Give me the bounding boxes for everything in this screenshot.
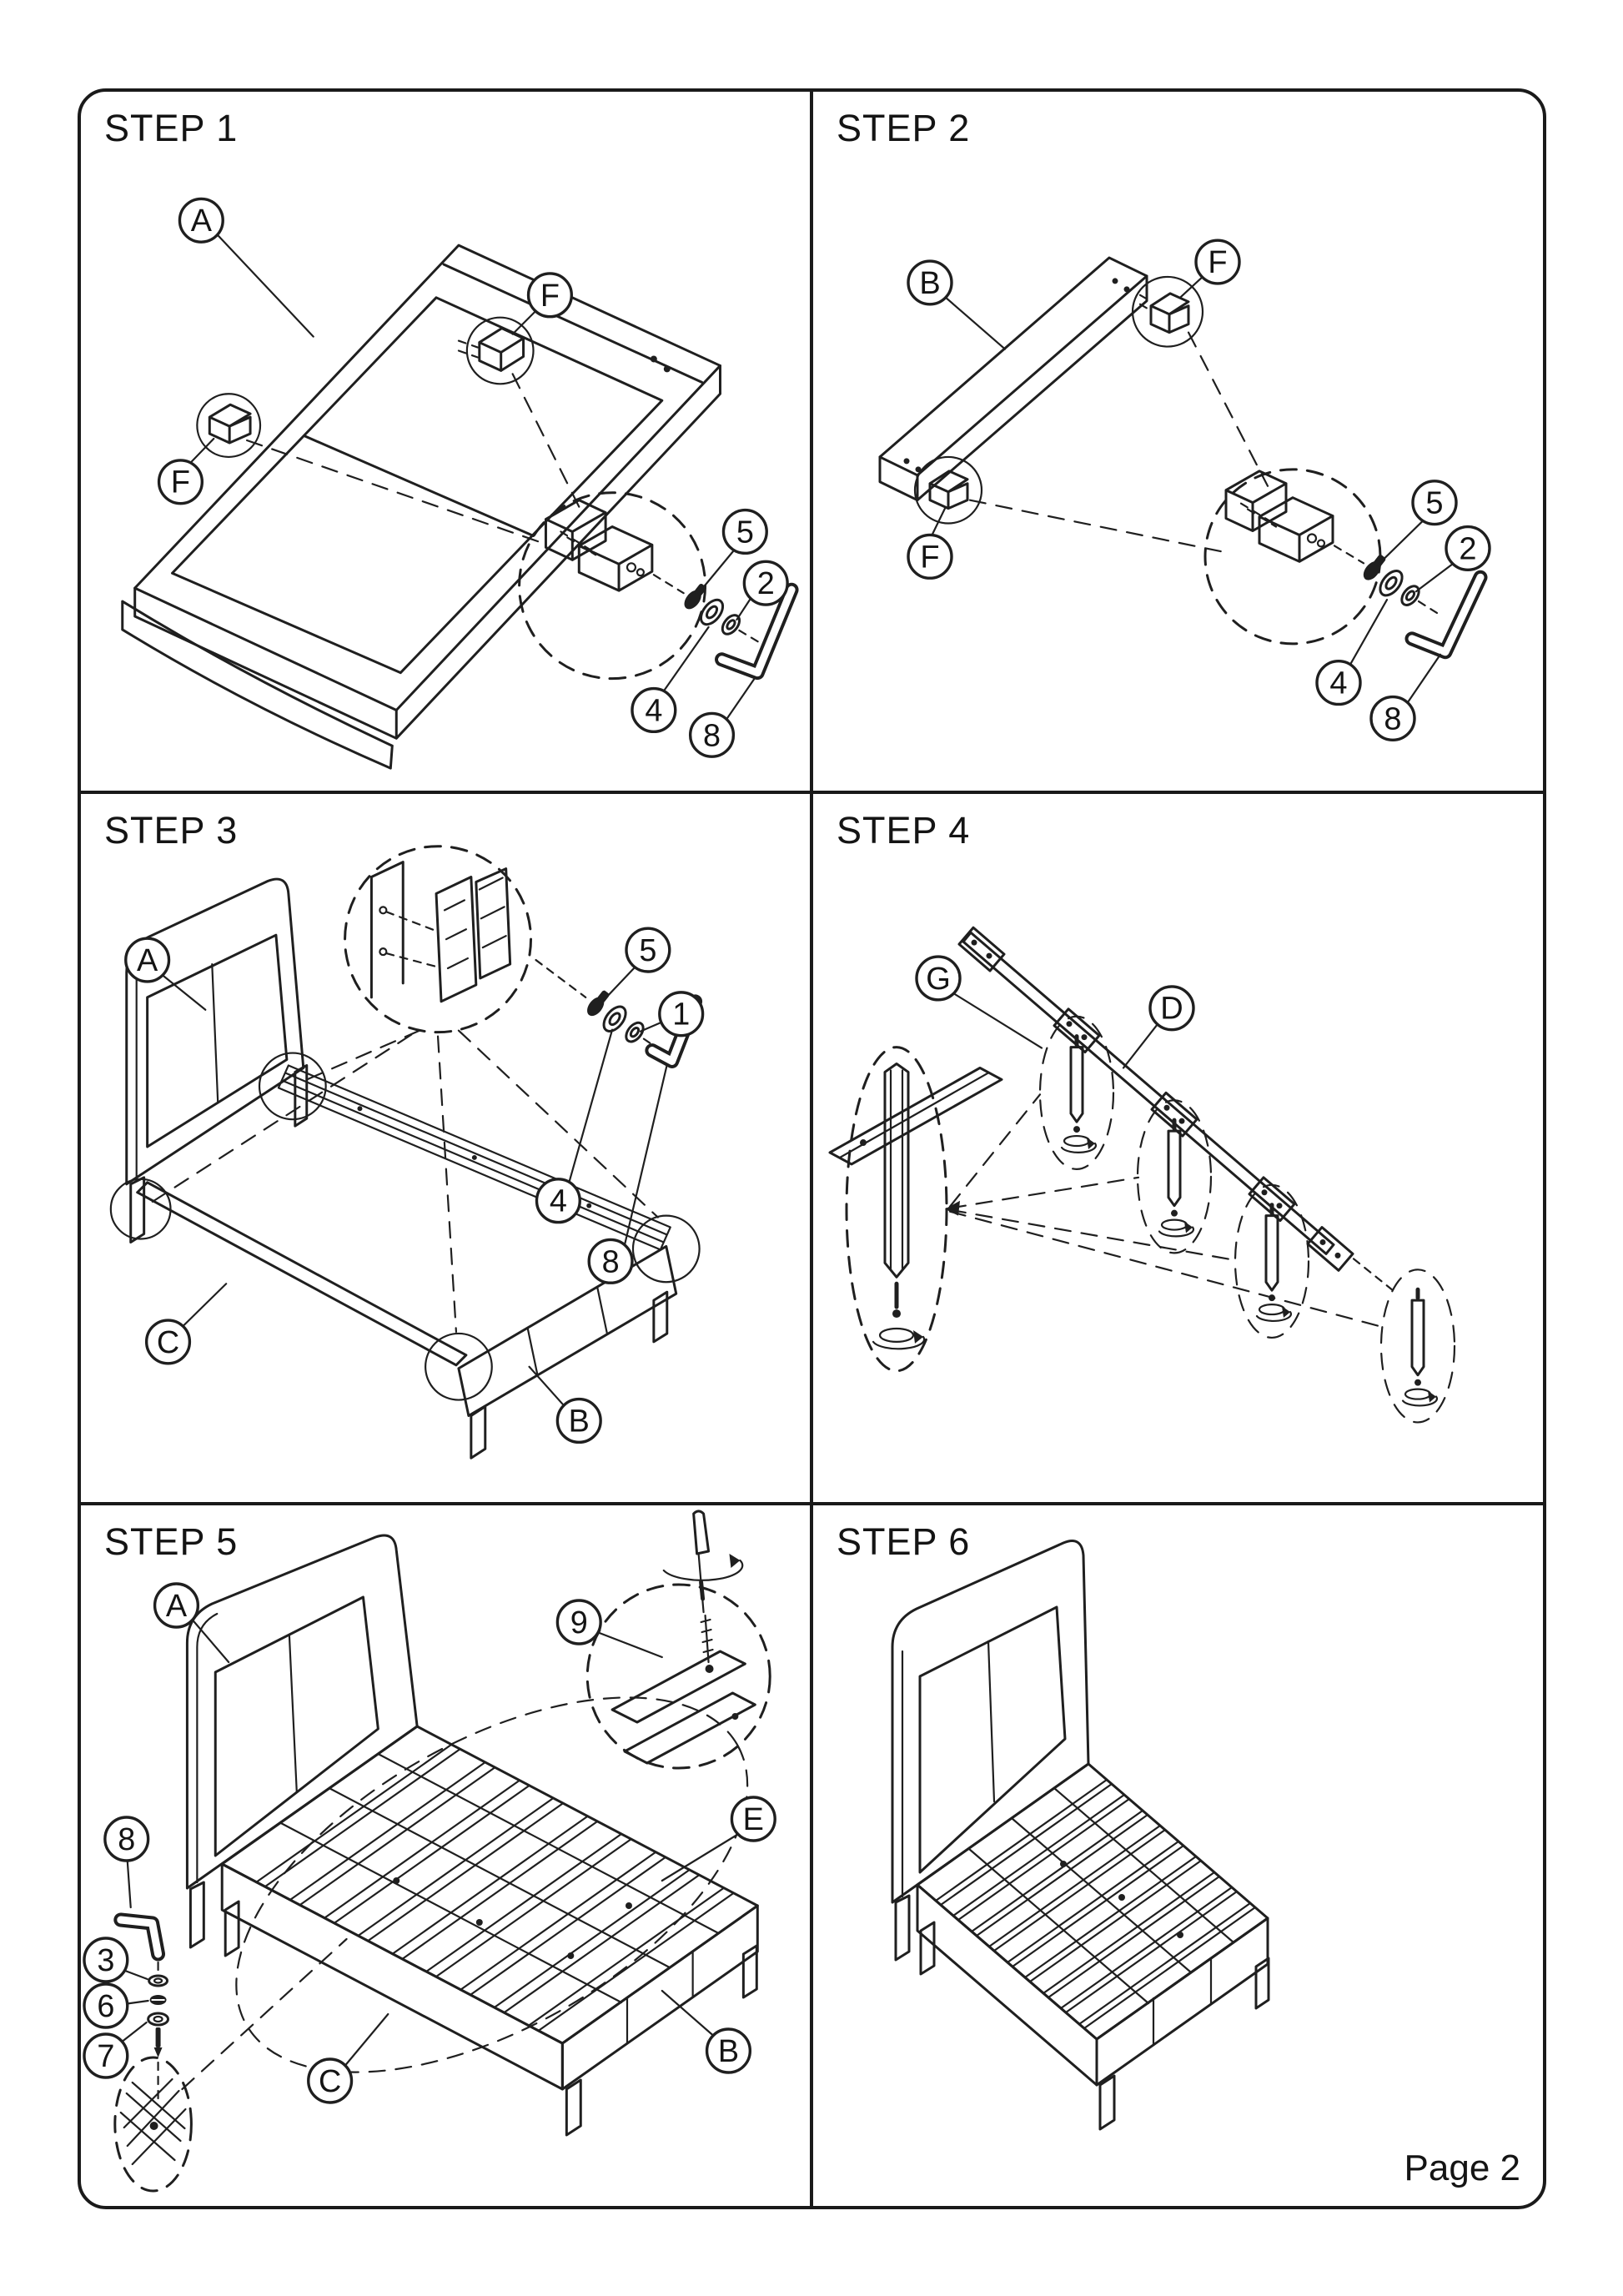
step-6-illustration bbox=[813, 1505, 1543, 2206]
callout-4-label: 4 bbox=[549, 1183, 567, 1219]
step-2-title: STEP 2 bbox=[837, 107, 971, 149]
allen-key-icon bbox=[1412, 577, 1480, 652]
corner-detail-ellipse bbox=[115, 2057, 192, 2191]
callout-5 bbox=[1378, 481, 1456, 565]
callout-8 bbox=[691, 678, 756, 757]
bracket-upper-drawing bbox=[459, 318, 534, 384]
detail-leader-dashes bbox=[247, 374, 579, 544]
step-4-title: STEP 4 bbox=[837, 809, 971, 852]
callout-8 bbox=[1371, 655, 1440, 741]
slat-platform-drawing bbox=[917, 1764, 1269, 2129]
callout-A-label: A bbox=[165, 1588, 188, 1625]
support-leg-4 bbox=[1354, 1259, 1455, 1422]
bolt-washers-drawing bbox=[536, 960, 662, 1051]
hardware-detail-circle bbox=[1205, 470, 1380, 644]
callout-F-upper-label: F bbox=[540, 278, 560, 314]
callout-F-upper bbox=[1180, 240, 1239, 298]
callout-8-label: 8 bbox=[118, 1821, 136, 1858]
frame-corner-drawing bbox=[830, 1068, 1002, 1163]
bracket-detail-circle bbox=[345, 847, 531, 1032]
step-3-illustration bbox=[81, 794, 810, 1502]
callout-3-label: 3 bbox=[97, 1942, 115, 1979]
step-5-panel bbox=[81, 1505, 813, 2206]
callout-5 bbox=[604, 928, 670, 1000]
callout-4 bbox=[1317, 600, 1387, 704]
callout-C bbox=[309, 2014, 389, 2103]
callout-8-label: 8 bbox=[601, 1244, 620, 1280]
screwdriver-icon bbox=[664, 1511, 742, 1612]
metal-rail-drawing bbox=[279, 1065, 671, 1249]
callout-8 bbox=[589, 1064, 667, 1283]
support-leg-3 bbox=[1235, 1185, 1309, 1338]
callout-4-label: 4 bbox=[1329, 666, 1348, 701]
callout-2-label: 2 bbox=[1459, 531, 1477, 567]
callout-F-lower-label: F bbox=[170, 465, 191, 500]
leg-detail-ellipse bbox=[847, 1048, 947, 1371]
callout-9 bbox=[557, 1600, 661, 1657]
callout-F-upper bbox=[513, 274, 572, 334]
bracket-lower-drawing bbox=[197, 394, 260, 457]
callout-A-label: A bbox=[137, 943, 158, 979]
callout-C-label: C bbox=[318, 2063, 342, 2100]
callout-F-lower bbox=[159, 439, 214, 504]
step-6-title: STEP 6 bbox=[837, 1520, 971, 1563]
callout-F-lower-label: F bbox=[920, 540, 940, 575]
step-1-panel bbox=[81, 92, 813, 794]
step-1-title: STEP 1 bbox=[104, 107, 239, 149]
step-3-title: STEP 3 bbox=[104, 809, 239, 852]
callout-B-label: B bbox=[717, 2033, 740, 2070]
callout-A bbox=[179, 198, 313, 336]
callout-2-label: 2 bbox=[756, 566, 775, 602]
bolt-washer-stack bbox=[148, 1962, 168, 2099]
callout-8-label: 8 bbox=[1384, 701, 1402, 737]
headboard-drawing bbox=[127, 879, 307, 1242]
callout-7 bbox=[84, 2022, 147, 2077]
callout-4 bbox=[632, 627, 709, 731]
callout-F-upper-label: F bbox=[1208, 245, 1228, 280]
callout-B bbox=[908, 261, 1005, 349]
headboard-panel-drawing bbox=[123, 245, 721, 768]
callout-A-label: A bbox=[190, 203, 212, 239]
callout-8 bbox=[105, 1817, 148, 1907]
support-leg-2 bbox=[1138, 1100, 1211, 1253]
callout-4 bbox=[536, 1030, 612, 1223]
callout-C-label: C bbox=[156, 1324, 180, 1360]
callout-C bbox=[147, 1284, 227, 1364]
detail-leader-dashes bbox=[970, 333, 1268, 553]
detail-leader-dashes bbox=[152, 1031, 658, 1332]
callout-4-label: 4 bbox=[645, 693, 663, 729]
step-4-panel bbox=[813, 794, 1543, 1505]
step-6-panel bbox=[813, 1505, 1543, 2206]
step-4-illustration bbox=[813, 794, 1543, 1502]
screw-detail-circle bbox=[587, 1585, 770, 1768]
bracket-lower-drawing bbox=[915, 457, 982, 524]
step-5-illustration bbox=[81, 1505, 810, 2206]
hardware-detail-circle bbox=[520, 493, 706, 679]
callout-1-label: 1 bbox=[672, 997, 691, 1032]
step-3-panel bbox=[81, 794, 813, 1505]
step-1-illustration bbox=[81, 92, 810, 791]
callout-1 bbox=[641, 992, 703, 1036]
callout-E-label: E bbox=[742, 1801, 764, 1838]
assembly-direction-dashes bbox=[945, 1094, 1382, 1327]
allen-key-icon bbox=[121, 1920, 158, 1954]
callout-B-label: B bbox=[568, 1404, 590, 1439]
callout-5-label: 5 bbox=[639, 933, 657, 969]
callout-6 bbox=[84, 1984, 148, 2027]
callout-B bbox=[530, 1367, 601, 1443]
step-5-title: STEP 5 bbox=[104, 1520, 239, 1563]
page-border bbox=[78, 88, 1546, 2209]
center-rail-drawing bbox=[959, 927, 1353, 1270]
callout-5-label: 5 bbox=[1425, 485, 1444, 521]
callout-E bbox=[662, 1797, 775, 1881]
callout-5-label: 5 bbox=[736, 515, 754, 550]
slat-platform-drawing bbox=[176, 1620, 808, 2149]
step-2-panel bbox=[813, 92, 1543, 794]
callout-G bbox=[917, 957, 1042, 1048]
support-leg-1 bbox=[1040, 1017, 1113, 1169]
callout-D-label: D bbox=[1160, 991, 1183, 1027]
callout-D bbox=[1123, 987, 1193, 1068]
callout-8-label: 8 bbox=[703, 718, 721, 754]
callout-6-label: 6 bbox=[97, 1988, 115, 2025]
callout-B bbox=[662, 1991, 751, 2072]
step-2-illustration bbox=[813, 92, 1543, 791]
callout-9-label: 9 bbox=[570, 1605, 588, 1641]
callout-B-label: B bbox=[919, 265, 941, 301]
callout-3 bbox=[84, 1938, 148, 1982]
page-number: Page 2 bbox=[1404, 2148, 1520, 2188]
callout-G-label: G bbox=[926, 961, 951, 997]
callout-7-label: 7 bbox=[97, 2038, 115, 2075]
